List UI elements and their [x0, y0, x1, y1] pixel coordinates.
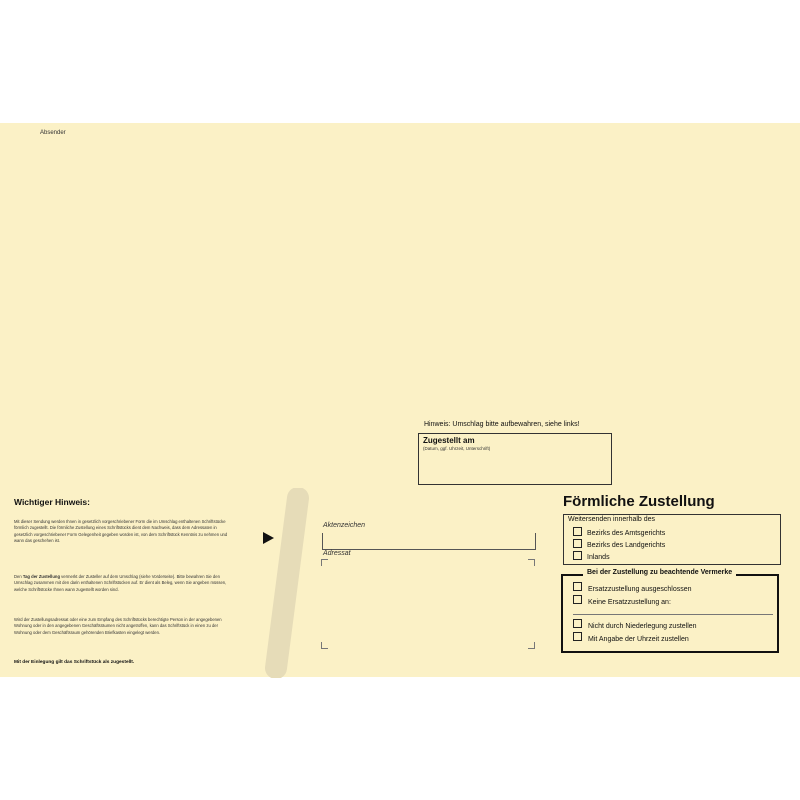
addressee-label: Adressat — [323, 550, 351, 557]
notice-final: Mit der Einlegung gilt das Schriftstück als zugestellt. — [14, 660, 135, 665]
sender-label: Absender — [40, 130, 66, 136]
notes-option-3: Nicht durch Niederlegung zustellen — [588, 623, 697, 630]
notes-option-1: Ersatzzustellung ausgeschlossen — [588, 586, 692, 593]
window-hint: Hinweis: Umschlag bitte aufbewahren, siehe links! — [424, 421, 580, 428]
notice-title: Wichtiger Hinweis: — [14, 497, 90, 507]
forward-option-2: Bezirks des Landgerichts — [587, 542, 666, 549]
notes-section — [561, 569, 779, 653]
forward-title: Weitersenden innerhalb des — [568, 516, 656, 523]
checkbox-no-substitute[interactable] — [573, 582, 582, 591]
notes-option-2: Keine Ersatzzustellung an: — [588, 599, 671, 606]
reference-field[interactable] — [322, 533, 536, 550]
forward-option-1: Bezirks des Amtsgerichts — [587, 530, 666, 537]
checkbox-no-deposit[interactable] — [573, 619, 582, 628]
forward-option-3: Inlands — [587, 554, 610, 561]
diagonal-strip — [262, 488, 312, 678]
addressee-field[interactable] — [321, 559, 535, 649]
notes-title: Bei der Zustellung zu beachtende Vermerke — [583, 569, 736, 576]
checkbox-no-substitute-to[interactable] — [573, 595, 582, 604]
form-title: Förmliche Zustellung — [563, 493, 715, 510]
notes-option-4: Mit Angabe der Uhrzeit zustellen — [588, 636, 689, 643]
notes-write-line[interactable] — [573, 614, 773, 615]
notice-paragraph-2: Den Tag der Zustellung vermerkt der Zusteller auf dem Umschlag (siehe Vorderseite). Bitte bewahren Sie den Umschlag zusammen mit den darin enthaltenen Schriftstücken auf. Er dient als Beleg, wenn Sie angeben müssen, welche Schriftstücke Ihnen wann zugestellt worden sind. — [14, 574, 227, 592]
delivered-title: Zugestellt am — [423, 436, 475, 445]
envelope — [0, 123, 800, 677]
checkbox-amtsgericht[interactable] — [573, 527, 582, 536]
notice-paragraph-1: Mit dieser Sendung werden Ihnen in gesetzlich vorgeschriebener Form die im Umschlag enthaltenen Schriftstücke förmlich zugestellt. Die förmliche Zustellung eines Schriftstücks dient dem Nachweis, dass dem Adressaten in gesetzlich vorgeschriebener Form Gelegenheit gegeben worden ist, von dem Schriftstück Kenntnis zu nehmen und wann das geschehen ist. — [14, 519, 228, 544]
reference-label: Aktenzeichen — [323, 522, 366, 529]
delivered-box[interactable] — [418, 433, 612, 485]
checkbox-inland[interactable] — [573, 551, 582, 560]
checkbox-with-time[interactable] — [573, 632, 582, 641]
notice-paragraph-3: Wird der Zustellungsadressat oder eine zum Empfang des Schriftstücks berechtigte Person in der angegebenen Wohnung oder in den angegebenen Geschäftsräumen nicht angetroffen, kann das Schriftstück in einen zu der Wohnung oder dem Geschäftsraum gehörenden Briefkasten eingelegt werden. — [14, 617, 222, 635]
delivered-subtitle: (Datum, ggf. Uhrzeit, Unterschrift) — [423, 446, 491, 451]
checkbox-landgericht[interactable] — [573, 539, 582, 548]
forward-section — [563, 514, 781, 565]
